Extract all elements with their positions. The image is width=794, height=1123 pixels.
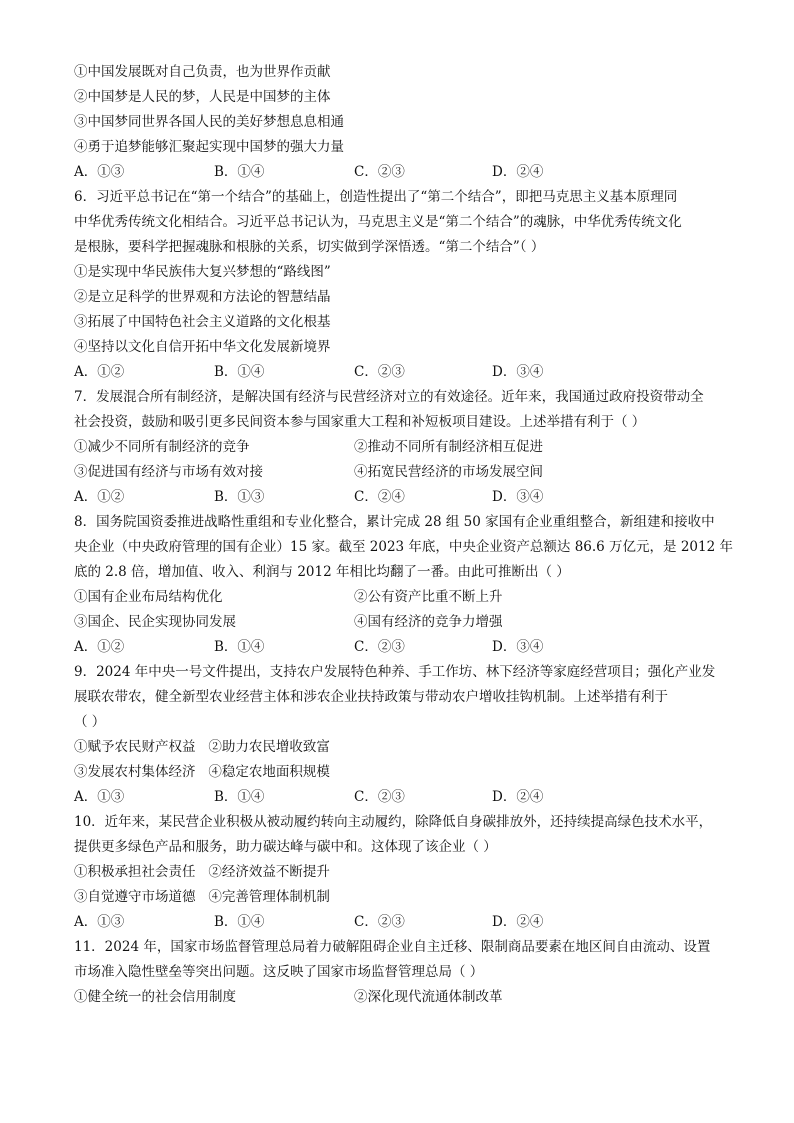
q11-stem-line-1: 11．2024 年，国家市场监督管理总局着力破解阻碍企业自主迁移、限制商品要素在地区间自由流动、设置 bbox=[74, 939, 711, 955]
q6-item-1: ①是实现中华民族伟大复兴梦想的“路线图” bbox=[74, 264, 331, 280]
q6-stem-line-2: 中华优秀传统文化相结合。习近平总书记认为，马克思主义是“第二个结合”的魂脉，中华优秀传统文化 bbox=[74, 214, 682, 230]
q8-stem-line-1: 8．国务院国资委推进战略性重组和专业化整合，累计完成 28 组 50 家国有企业重组整合，新组建和接收中 bbox=[74, 514, 715, 530]
q9-stem-line-1: 9．2024 年中央一号文件提出，支持农户发展特色种养、手工作坊、林下经济等家庭经营项目；强化产业发 bbox=[74, 664, 716, 680]
q5-item-3: ③中国梦同世界各国人民的美好梦想息息相通 bbox=[74, 114, 344, 130]
q8-option-d: D．③④ bbox=[492, 639, 544, 655]
q10-items-row-2: ③自觉遵守市场道德 ④完善管理体制机制 bbox=[74, 889, 330, 905]
q10-option-c: C．②③ bbox=[354, 914, 405, 930]
q8-stem-line-2: 央企业（中央政府管理的国有企业）15 家。截至 2023 年底，中央企业资产总额达 86.6 万亿元，是 2012 年 bbox=[74, 539, 733, 555]
q6-stem-line-3: 是根脉，要科学把握魂脉和根脉的关系，切实做到学深悟透。“第二个结合”（ ） bbox=[74, 239, 545, 255]
q9-stem-line-2: 展联农带农，健全新型农业经营主体和涉农企业扶持政策与带动农户增收挂钩机制。上述举措有利于 bbox=[74, 689, 668, 705]
q9-option-d: D．②④ bbox=[492, 789, 544, 805]
q7-stem-line-2: 社会投资，鼓励和吸引更多民间资本参与国家重大工程和补短板项目建设。上述举措有利于（ ） bbox=[74, 414, 646, 430]
q6-item-2: ②是立足科学的世界观和方法论的智慧结晶 bbox=[74, 289, 331, 305]
q10-stem-line-1: 10．近年来，某民营企业积极从被动履约转向主动履约，除降低自身碳排放外，还持续提高绿色技术水平， bbox=[74, 814, 713, 830]
q8-option-a: A．①② bbox=[74, 639, 125, 655]
q8-item-1: ①国有企业布局结构优化 bbox=[74, 589, 223, 605]
q7-option-d: D．③④ bbox=[492, 489, 544, 505]
q7-option-a: A．①② bbox=[74, 489, 125, 505]
q8-item-2: ②公有资产比重不断上升 bbox=[354, 589, 503, 605]
q5-option-b: B．①④ bbox=[214, 164, 265, 180]
q9-items-row-2: ③发展农村集体经济 ④稳定农地面积规模 bbox=[74, 764, 330, 780]
q6-item-3: ③拓展了中国特色社会主义道路的文化根基 bbox=[74, 314, 331, 330]
q10-stem-line-2: 提供更多绿色产品和服务，助力碳达峰与碳中和。这体现了该企业（ ） bbox=[74, 839, 497, 855]
q11-item-1: ①健全统一的社会信用制度 bbox=[74, 989, 236, 1005]
q8-stem-line-3: 底的 2.8 倍，增加值、收入、利润与 2012 年相比均翻了一番。由此可推断出（ ） bbox=[74, 564, 570, 580]
q5-option-c: C．②③ bbox=[354, 164, 405, 180]
q10-option-b: B．①④ bbox=[214, 914, 265, 930]
q11-stem-line-2: 市场准入隐性壁垒等突出问题。这反映了国家市场监督管理总局（ ） bbox=[74, 964, 484, 980]
q6-option-a: A．①② bbox=[74, 364, 125, 380]
q5-item-2: ②中国梦是人民的梦，人民是中国梦的主体 bbox=[74, 89, 331, 105]
q5-item-4: ④勇于追梦能够汇聚起实现中国梦的强大力量 bbox=[74, 139, 344, 155]
q10-options bbox=[74, 912, 726, 932]
q9-options bbox=[74, 787, 726, 807]
q9-option-a: A．①③ bbox=[74, 789, 125, 805]
q7-items-row-1 bbox=[74, 437, 726, 457]
q7-options bbox=[74, 487, 726, 507]
q6-options bbox=[74, 362, 726, 382]
q7-option-b: B．①③ bbox=[214, 489, 265, 505]
q11-item-2: ②深化现代流通体制改革 bbox=[354, 989, 503, 1005]
q7-item-1: ①减少不同所有制经济的竞争 bbox=[74, 439, 250, 455]
q10-option-d: D．②④ bbox=[492, 914, 544, 930]
q9-items-row-1: ①赋予农民财产权益 ②助力农民增收致富 bbox=[74, 739, 330, 755]
q6-option-b: B．①④ bbox=[214, 364, 265, 380]
q9-option-b: B．①④ bbox=[214, 789, 265, 805]
q8-items-row-2 bbox=[74, 612, 726, 632]
q8-item-4: ④国有经济的竞争力增强 bbox=[354, 614, 503, 630]
q5-item-1: ①中国发展既对自己负责，也为世界作贡献 bbox=[74, 64, 331, 80]
q6-item-4: ④坚持以文化自信开拓中华文化发展新境界 bbox=[74, 339, 331, 355]
q8-item-3: ③国企、民企实现协同发展 bbox=[74, 614, 236, 630]
q7-item-2: ②推动不同所有制经济相互促进 bbox=[354, 439, 543, 455]
q6-option-d: D．③④ bbox=[492, 364, 544, 380]
q11-items-row-1 bbox=[74, 987, 726, 1007]
q8-items-row-1 bbox=[74, 587, 726, 607]
q6-stem-line-1: 6．习近平总书记在“第一个结合”的基础上，创造性提出了“第二个结合”，即把马克思主义基本原理同 bbox=[74, 189, 678, 205]
q8-option-c: C．②③ bbox=[354, 639, 405, 655]
q5-option-a: A．①③ bbox=[74, 164, 125, 180]
q9-option-c: C．②③ bbox=[354, 789, 405, 805]
q7-item-3: ③促进国有经济与市场有效对接 bbox=[74, 464, 263, 480]
q7-option-c: C．②④ bbox=[354, 489, 405, 505]
q7-stem-line-1: 7．发展混合所有制经济，是解决国有经济与民营经济对立的有效途径。近年来，我国通过政府投资带动全 bbox=[74, 389, 704, 405]
q5-option-d: D．②④ bbox=[492, 164, 544, 180]
q6-option-c: C．②③ bbox=[354, 364, 405, 380]
q9-stem-line-3: （ ） bbox=[74, 714, 106, 730]
q10-items-row-1: ①积极承担社会责任 ②经济效益不断提升 bbox=[74, 864, 330, 880]
q7-item-4: ④拓宽民营经济的市场发展空间 bbox=[354, 464, 543, 480]
q7-items-row-2 bbox=[74, 462, 726, 482]
q5-options bbox=[74, 162, 726, 182]
q10-option-a: A．①③ bbox=[74, 914, 125, 930]
q8-option-b: B．①④ bbox=[214, 639, 265, 655]
q8-options bbox=[74, 637, 726, 657]
